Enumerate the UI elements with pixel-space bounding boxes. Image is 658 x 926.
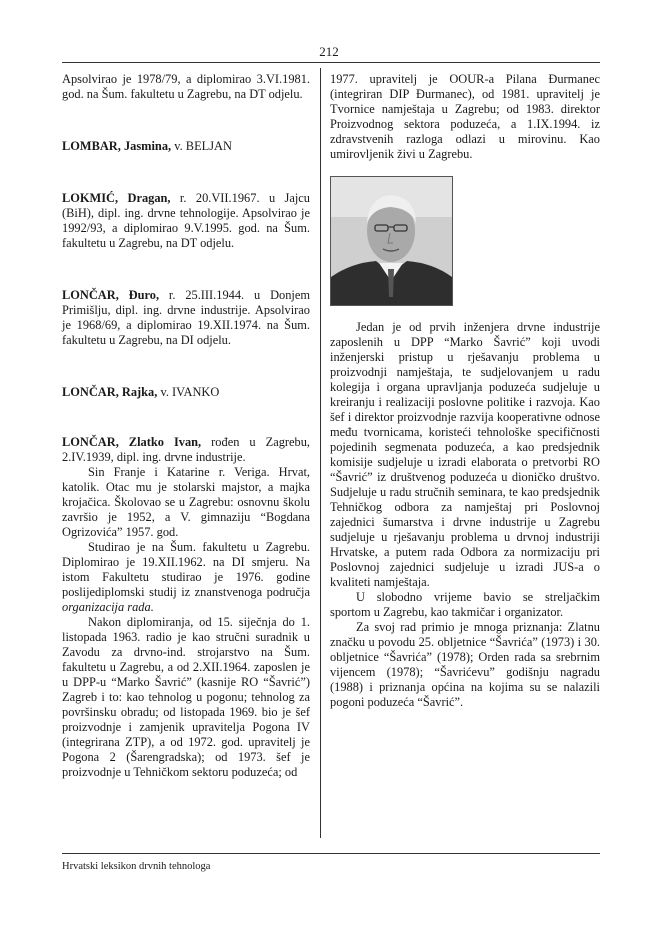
entry-loncar-zlatko (62, 435, 310, 465)
biography-text: Studirao je na Šum. fakultetu u Zagrebu. Diplomirao je 19.XII.1962. na DI smjeru. Na istom Fakultetu studirao je 1976. godine poslijediplomski studij iz znanstvenoga područja (62, 540, 310, 599)
biography-paragraph: U slobodno vrijeme bavio se streljačkim sportom u Zagrebu, kao takmičar i organizator. (330, 590, 600, 619)
top-rule (62, 62, 600, 63)
entry-text: r. 20.VII.1967. u Jajcu (BiH), dipl. ing. drvne tehnologije. Apsolvirao je 1992/93, a diplomirao 9.V.1995. god. na Šum. fakultetu u Zagrebu, na DT odjelu. (62, 191, 310, 250)
right-column (330, 72, 600, 710)
entry-lokmic-dragan (62, 191, 310, 251)
intro-paragraph: Apsolvirao je 1978/79, a diplomirao 3.VI.1981. god. na Šum. fakultetu u Zagrebu, na DT odjelu. (62, 72, 310, 101)
entry-head: LOMBAR, Jasmina, (62, 139, 172, 153)
entry-lombar-jasmina (62, 139, 310, 154)
entry-head: LONČAR, Đuro, (62, 288, 160, 302)
portrait-image (331, 177, 452, 305)
entry-text: r. 25.III.1944. u Donjem Primišlju, dipl. ing. drvne industrije. Apsolvirao je 1968/69, a diplomirao 19.XII.1974. na Šum. fakultetu u Zagrebu, na DI odjelu. (62, 288, 310, 347)
biography-paragraph (62, 540, 310, 615)
portrait-photo (330, 176, 453, 306)
entry-loncar-rajka (62, 385, 310, 400)
entry-text: v. BELJAN (171, 139, 232, 153)
page-number: 212 (319, 44, 339, 59)
biography-italic-text: organizacija rada. (62, 600, 154, 614)
entry-text: v. IVANKO (157, 385, 220, 399)
entry-head: LOKMIĆ, Dragan, (62, 191, 171, 205)
biography-paragraph: Sin Franje i Katarine r. Veriga. Hrvat, katolik. Otac mu je stolarski majstor, a majka krojačica. Školovao se u Zagrebu: osnovnu školu završio je 1952, a V. gimnaziju “Bogdana Ogrizovića” 1957. god. (62, 465, 310, 539)
entry-text: rođen u Zagrebu, 2.IV.1939, dipl. ing. drvne industrije. (62, 435, 310, 464)
column-divider (320, 68, 321, 838)
bottom-rule (62, 853, 600, 854)
biography-paragraph: Nakon diplomiranja, od 15. siječnja do 1. listopada 1963. radio je kao stručni suradnik u Zavodu za drvno-ind. strojarstvo na Šum. fakultetu u Zagrebu, a od 2.XII.1964. zaposlen je u DPP-u “Marko Šavrić” (kasnije RO “Šavrić”) Zagreb i to: kao tehnolog u pogonu; tehnolog za površinsku obradu; od listopada 1969. bio je šef proizvodnje i zamjenik upravitelja Pogona IV (integrirana ZTP), a od 1972. god. upravitelj je Pogona 2 (Šarengradska); od 1973. šef je proizvodnje u Tehničkom sektoru poduzeća; od (62, 615, 310, 779)
biography-paragraph: Jedan je od prvih inženjera drvne industrije zaposlenih u DPP “Marko Šavrić” koji uvodi inženjerski pristup u rješavanju problema u proizvodnji namještaja, te sudjelovanjem u radu kolegija i organa upravljanja poduzeća sudjeluje u kreiranju i realizaciji poslovne politike i razvoja. Kao šef i direktor proizvodnje razvija kooperativne odnose među tvornicama, koristeći tehnološke specifičnosti pojedinih segmenata poduzeća, a kao predsjednik komisije sudjeluje u izradi elaborata o pretvorbi RO “Šavrić” iz društvenog poduzeća u dioničko društvo. Sudjeluje u radu stručnih seminara, te kao predsjednik Tehničkog odbora za namještaj pri Poslovnoj zajednici šumarstva i drvne industrije u Zagrebu sudjeluje u rješavanju problema u drvnoj industriji Hrvatske, a putem rada Odbora za normizaciju pri Poslovnoj zajednici sudjeluje u izradi JUS-a o kvaliteti namještaja. (330, 320, 600, 589)
entry-head: LONČAR, Rajka, (62, 385, 158, 399)
entry-head: LONČAR, Zlatko Ivan, (62, 435, 202, 449)
entry-loncar-duro (62, 288, 310, 348)
footer-title: Hrvatski leksikon drvnih tehnologa (62, 861, 211, 872)
biography-paragraph: 1977. upravitelj je OOUR-a Pilana Đurmanec (integriran DIP Đurmanec), od 1981. upravitelj je Tvornice namještaja u Zagrebu; od 1983. direktor Proizvodnog sektora poduzeća, a 1.IX.1994. iz zdravstvenih razloga odlazi u mirovinu. Kao umirovljenik živi u Zagrebu. (330, 72, 600, 161)
biography-paragraph: Za svoj rad primio je mnoga priznanja: Zlatnu značku u povodu 25. obljetnice “Šavrića” (1973) i 30. obljetnice “Šavrića” (1978); Orden rada sa srebrnim vijencem (1978); “Šavrićevu” godišnju nagradu (1988) i priznanja općina na kojima su se nalazili pogoni poduzeća “Šavrić”. (330, 620, 600, 709)
left-column (62, 72, 310, 780)
